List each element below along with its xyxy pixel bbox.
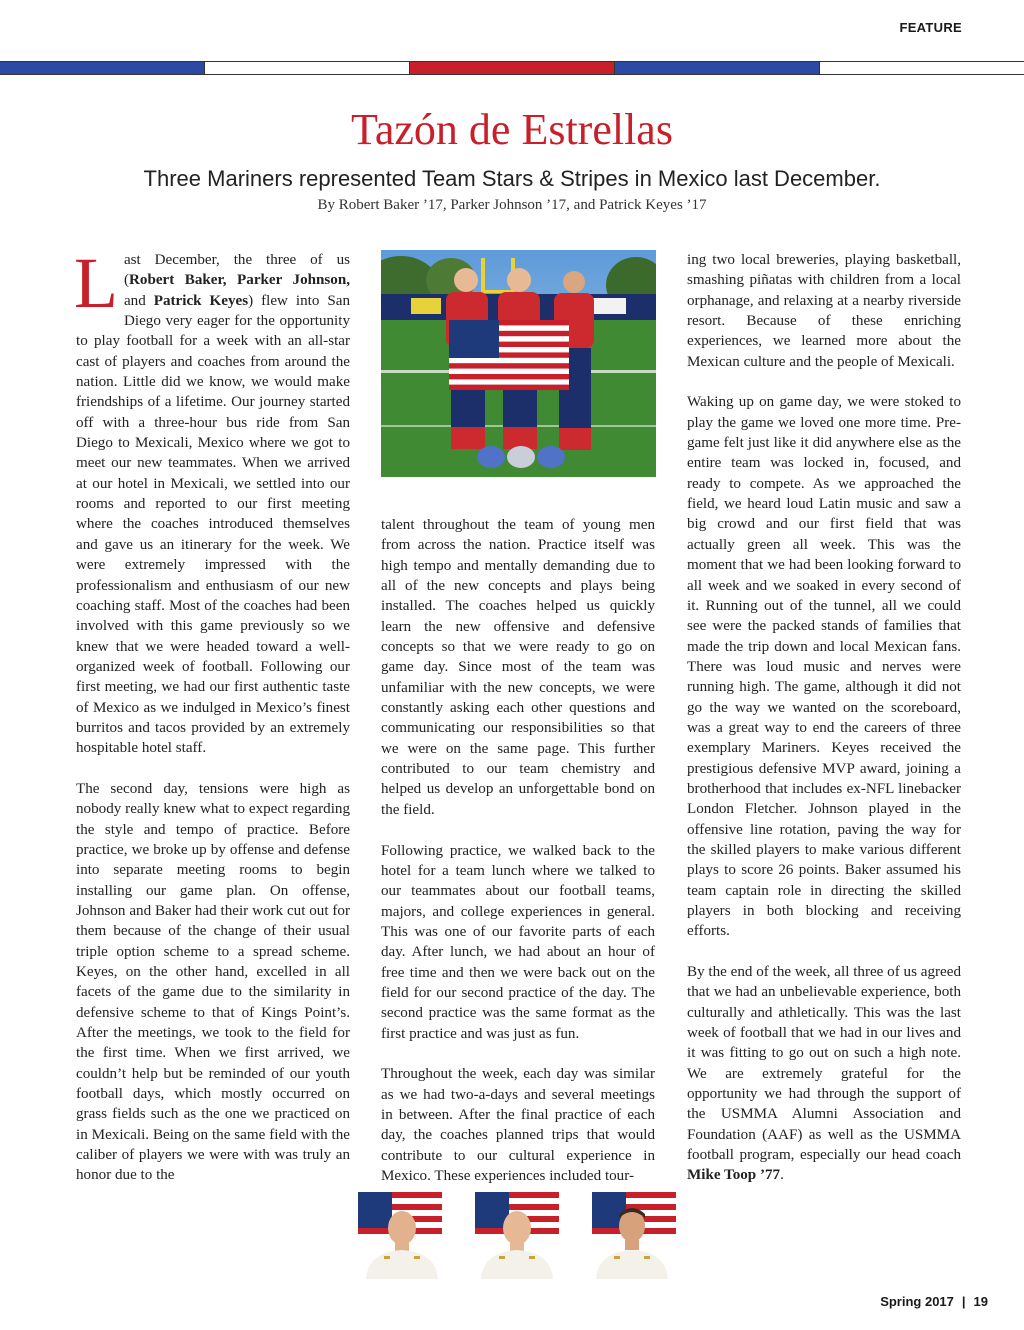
text-run: By the end of the week, all three of us agreed that we had an unbelievable experience, both culturally and athletically. This was the last week of football that we had in our lives and it was fitting to go out on such a high note. We are extremely grateful for the opportunity we had through the support of the USMMA Alumni Association and Foundation (AAF) as well as the USMMA football program, especially our head coach <box>687 964 961 1164</box>
footer-separator: | <box>961 1294 966 1309</box>
portrait-illustration <box>592 1192 676 1279</box>
article-column-1 <box>74 243 350 1186</box>
text-run: ast December, the three of us ( <box>123 252 350 289</box>
drop-cap: L <box>74 243 118 323</box>
portrait-illustration <box>475 1192 559 1279</box>
text-run: ) flew into San Diego very eager for the opportunity to play football for a week with an all-star cast of players and coaches from around the nation. Little did we know, we would make friendships of a lifetime. Our journey started off with a three-hour bus ride from San Diego to Mexicali, Mexico where we got to meet our new teammates. When we arrived at our hotel in Mexicali, we settled into our rooms and reported to our first meeting where the coaches introduced themselves and gave us an itinerary for the week. We were extremely impressed with the professionalism and enthusiasm of our new coaching staff. Most of the coaches had been involved with this game previously so we knew that we were headed toward a well-organized week of football. Following our first meeting, we had our first authentic taste of Mexico as we indulged in Mexico’s finest burritos and tacos provided by an extremely hospitable hotel staff. <box>76 292 350 757</box>
stripe-red <box>410 62 615 74</box>
text-run: and <box>123 292 154 309</box>
paragraph: Following practice, we walked back to the hotel for a team lunch where we talked to our teammates about our football teams, majors, and college experiences in general. This was one of our favorite parts of each day. After lunch, we had about an hour of free time and then we were back out on the field for our second practice of the day. The second practice was the same format as the first practice and was just as fun. <box>381 842 655 1042</box>
paragraph <box>687 962 961 1186</box>
author-names: Robert Baker, Parker Johnson, <box>129 272 350 289</box>
article-subtitle: Three Mariners represented Team Stars & Stripes in Mexico last December. <box>143 166 881 191</box>
article-byline: By Robert Baker ’17, Parker Johnson ’17, and Patrick Keyes ’17 <box>317 197 707 213</box>
paragraph: Throughout the week, each day was similar as we had two-a-days and several meetings in between. After the final practice of each day, the coaches planned trips that would contribute to our cultural experience in Mexico. These experiences included tour- <box>381 1066 655 1184</box>
stripe-white <box>205 62 410 74</box>
stripe-white <box>820 62 1024 74</box>
paragraph: Waking up on game day, we were stoked to play the game we loved one more time. Pre-game felt just like it did anywhere else as the entire team was locked in, focused, and ready to compete. As we approached the field, we heard loud Latin music and saw a big crowd and our first field that was actually green all week. This was the moment that we had been looking forward to all week and we soaked in every second of it. Running out of the tunnel, all we could see were the packed stands of families that made the trip down and local Mexican fans. There was loud music and nerves were running high. The game, although it did not go the way we wanted on the scoreboard, was a great way to end the careers of three exemplary Mariners. Keyes received the prestigious defensive MVP award, joining a brotherhood that includes ex-NFL linebacker London Fletcher. Johnson played in the offensive line rotation, paving the way for the skilled players to make various different plays to score 26 points. Baker assumed his team captain role in directing the skilled players in both blocking and receiving efforts. <box>687 394 961 940</box>
coach-name: Mike Toop ’77 <box>687 1167 781 1184</box>
article-column-3 <box>687 250 961 1186</box>
american-flag <box>449 320 569 390</box>
stripe-blue <box>615 62 820 74</box>
paragraph <box>74 243 350 759</box>
team-photo-illustration <box>381 250 656 477</box>
portrait-illustration <box>358 1192 442 1279</box>
section-label: FEATURE <box>899 20 962 35</box>
flag-color-stripe <box>0 61 1024 75</box>
team-photo <box>381 250 656 477</box>
stripe-blue <box>0 62 205 74</box>
author-name-keyes: Patrick Keyes <box>153 292 249 309</box>
article-title: Tazón de Estrellas <box>351 105 673 154</box>
page-footer <box>880 1294 988 1309</box>
article-column-2 <box>381 515 655 1186</box>
paragraph: ing two local breweries, playing basketball, smashing piñatas with children from a local orphanage, and relaxing at a nearby riverside resort. Because of these enriching experiences, we learned more about the Mexican culture and the people of Mexicali. <box>687 252 961 370</box>
helmets <box>477 446 565 468</box>
portrait-photo <box>475 1192 559 1279</box>
text-run: . <box>780 1167 784 1184</box>
paragraph: The second day, tensions were high as nobody really knew what to expect regarding the style and tempo of practice. Before practice, we broke up by offense and defense into separate meeting rooms to begin installing our game plan. On offense, Johnson and Baker had their work cut out for them because of the change of their usual triple option scheme to a spread scheme. Keyes, on the other hand, excelled in all facets of the game due to the similarity in defensive scheme to that of Kings Point’s. After the meetings, we took to the field for the first time. When we first arrived, we couldn’t help but be reminded of our youth football days, which mostly occurred on grass fields such as the one we practiced on in Mexicali. Being on the same field with the caliber of players we were with was truly an honor due to the <box>76 780 350 1184</box>
portrait-photo <box>358 1192 442 1279</box>
page-number: 19 <box>973 1294 988 1309</box>
portrait-photo <box>592 1192 676 1279</box>
issue-label: Spring 2017 <box>880 1294 954 1309</box>
paragraph: talent throughout the team of young men from across the nation. Practice itself was high tempo and mentally demanding due to all of the new concepts and plays being installed. The coaches helped us quickly learn the new offensive and defensive concepts so that we were ready to go on game day. Since most of the team was unfamiliar with the new concepts, we were constantly asking each other questions and communicating our responsibilities so that we were on the same page. This further contributed to our team chemistry and helped us develop an unforgettable bond on the field. <box>381 517 655 818</box>
